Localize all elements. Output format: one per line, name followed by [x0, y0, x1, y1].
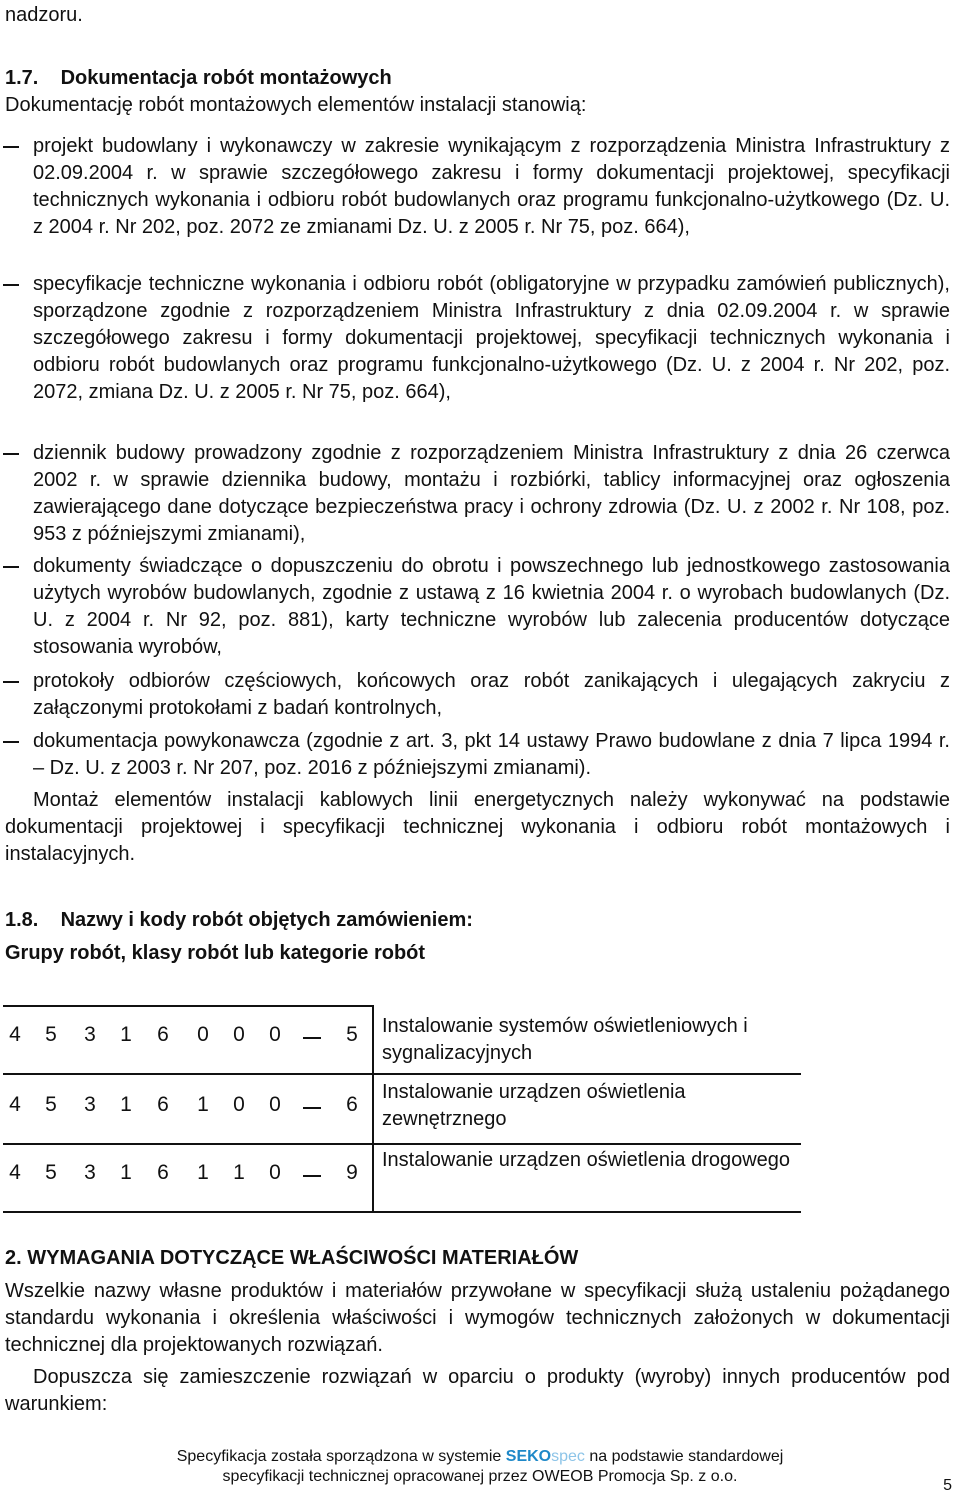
code-digit: 1	[120, 1023, 132, 1046]
code-digit: 6	[157, 1161, 169, 1184]
code-digit: 1	[197, 1161, 209, 1184]
top-fragment: nadzoru.	[5, 4, 83, 26]
codes-divider	[372, 1005, 374, 1213]
codes-rule	[3, 1211, 801, 1213]
section-number: 1.8.	[5, 909, 39, 931]
bullet-dash	[3, 453, 19, 455]
code-row	[3, 1143, 372, 1211]
list-item: projekt budowlany i wykonawczy w zakresie wynikającym z rozporządzenia Ministra Infrastruktury z 02.09.2004 r. w sprawie szczegółowego zakresu i formy dokumentacji projektowej, specyfikacji technicznych wykonania i odbioru robót budowlanych oraz programu funkcjonalno-użytkowego (Dz. U. z 2004 r. Nr 202, poz. 2072 ze zmianami Dz. U. z 2005 r. Nr 75, poz. 664),	[33, 135, 950, 238]
section-1-7-heading	[5, 65, 392, 92]
code-check-digit: 5	[346, 1023, 358, 1046]
list-item: specyfikacje techniczne wykonania i odbioru robót (obligatoryjne w przypadku zamówień publicznych), sporządzone zgodnie z rozporządzeniem Ministra Infrastruktury z dnia 02.09.2004 r. w sprawie szczegółowego zakresu i formy dokumentacji projektowej, specyfikacji technicznych wykonania i odbioru robót budowlanych oraz programu funkcjonalno-użytkowego (Dz. U. z 2004 r. Nr 202, poz. 2072, zmiana Dz. U. z 2005 r. Nr 75, poz. 664),	[33, 273, 950, 403]
code-row	[3, 1005, 372, 1073]
code-row	[3, 1075, 372, 1143]
code-check-digit: 6	[346, 1093, 358, 1116]
footer-line-2: specyfikacji technicznej opracowanej przez OWEOB Promocja Sp. z o.o.	[222, 1468, 738, 1485]
section-2-paragraph: Wszelkie nazwy własne produktów i materiałów przywołane w specyfikacji służą ustaleniu pożądanego standardu wykonania i określenia właściwości i wymogów technicznych założonych w dokumentacji technicznej dla projektowanych rozwiązań.	[5, 1280, 950, 1356]
code-dash	[303, 1037, 321, 1039]
section-subtitle: Grupy robót, klasy robót lub kategorie robót	[5, 942, 426, 964]
code-digit: 0	[269, 1161, 281, 1184]
section-title: Dokumentacja robót montażowych	[60, 67, 392, 89]
code-digit: 1	[233, 1161, 245, 1184]
code-digit: 4	[9, 1023, 21, 1046]
code-check-digit: 9	[346, 1161, 358, 1184]
code-digit: 5	[45, 1161, 57, 1184]
code-dash	[303, 1107, 321, 1109]
code-digit: 1	[197, 1093, 209, 1116]
section-number: 1.7.	[5, 67, 39, 89]
code-digit: 0	[269, 1023, 281, 1046]
code-digit: 6	[157, 1023, 169, 1046]
code-digit: 0	[233, 1093, 245, 1116]
list-item: dokumenty świadczące o dopuszczeniu do obrotu i powszechnego lub jednostkowego zastosowania użytych wyrobów budowlanych, zgodnie z ustawą z 16 kwietnia 2004 r. o wyrobach budowlanych (Dz. U. z 2004 r. Nr 92, poz. 881), karty techniczne wyrobów lub zalecenia producentów dotyczące stosowania wyrobów,	[33, 555, 950, 658]
code-digit: 6	[157, 1093, 169, 1116]
code-digit: 5	[45, 1093, 57, 1116]
section-closing: Montaż elementów instalacji kablowych linii energetycznych należy wykonywać na podstawie dokumentacji projektowej i specyfikacji technicznej wykonania i odbioru robót montażowych i instalacyjnych.	[5, 789, 950, 865]
footer-line-1	[0, 1446, 960, 1467]
code-digit: 1	[120, 1093, 132, 1116]
code-description: Instalowanie urządzen oświetlenia drogowego	[382, 1149, 791, 1171]
code-digit: 0	[233, 1023, 245, 1046]
code-digit: 3	[84, 1093, 96, 1116]
bullet-dash	[3, 741, 19, 743]
code-digit: 4	[9, 1093, 21, 1116]
bullet-dash	[3, 681, 19, 683]
code-digit: 5	[45, 1023, 57, 1046]
codes-table	[3, 1005, 801, 1213]
section-1-8-heading	[5, 907, 473, 934]
list-item: dokumentacja powykonawcza (zgodnie z art. 3, pkt 14 ustawy Prawo budowlane z dnia 7 lipca 1994 r. – Dz. U. z 2003 r. Nr 207, poz. 2016 z późniejszymi zmianami).	[33, 730, 950, 779]
section-2-paragraph: Dopuszcza się zamieszczenie rozwiązań w oparciu o produkty (wyroby) innych producentów pod warunkiem:	[5, 1366, 950, 1415]
code-digit: 3	[84, 1161, 96, 1184]
list-item: dziennik budowy prowadzony zgodnie z rozporządzeniem Ministra Infrastruktury z dnia 26 czerwca 2002 r. w sprawie dziennika budowy, montażu i rozbiórki, tablicy informacyjnej oraz ogłoszenia zawierającego dane dotyczące bezpieczeństwa pracy i ochrony zdrowia (Dz. U. z 2002 r. Nr 108, poz. 953 z późniejszymi zmianami),	[33, 442, 950, 545]
code-digit: 0	[269, 1093, 281, 1116]
bullet-dash	[3, 566, 19, 568]
code-digit: 1	[120, 1161, 132, 1184]
page-number: 5	[943, 1477, 952, 1494]
code-digit: 4	[9, 1161, 21, 1184]
section-intro: Dokumentację robót montażowych elementów instalacji stanowią:	[5, 94, 587, 116]
sekospec-logo: SEKOspec	[505, 1448, 585, 1465]
section-2-heading: 2. WYMAGANIA DOTYCZĄCE WŁAŚCIWOŚCI MATERIAŁÓW	[5, 1247, 579, 1269]
code-description: Instalowanie systemów oświetleniowych i sygnalizacyjnych	[382, 1015, 748, 1064]
footer-text: na podstawie standardowej	[589, 1448, 784, 1465]
code-description: Instalowanie urządzen oświetlenia zewnętrznego	[382, 1081, 686, 1130]
code-digit: 3	[84, 1023, 96, 1046]
code-dash	[303, 1175, 321, 1177]
footer-text: Specyfikacja została sporządzona w systemie	[176, 1448, 502, 1465]
bullet-dash	[3, 146, 19, 148]
bullet-dash	[3, 284, 19, 286]
section-title: Nazwy i kody robót objętych zamówieniem:	[60, 909, 473, 931]
list-item: protokoły odbiorów częściowych, końcowych oraz robót zanikających i ulegających zakryciu z załączonymi protokołami z badań kontrolnych,	[33, 670, 950, 719]
code-digit: 0	[197, 1023, 209, 1046]
